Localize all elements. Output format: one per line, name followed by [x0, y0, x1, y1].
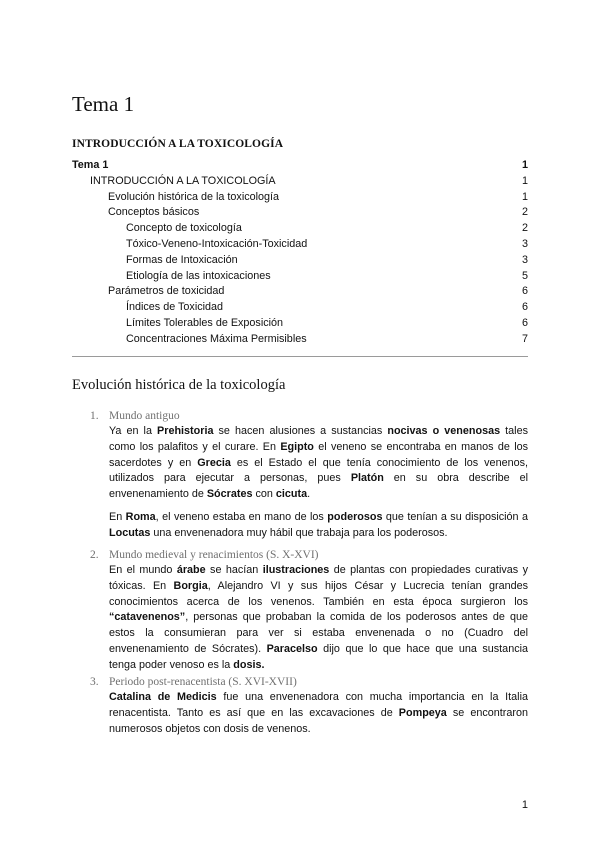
toc-entry-page: 3 — [521, 237, 528, 250]
list-item-heading — [72, 674, 528, 690]
bold-term: Grecia — [197, 456, 231, 469]
toc-entry-label: Concentraciones Máxima Permisibles — [126, 332, 307, 345]
list-item-title: Mundo medieval y renacimientos (S. X-XVI) — [109, 549, 319, 561]
toc-entry-concentraciones[interactable] — [72, 332, 528, 348]
page-title: Tema 1 — [72, 92, 135, 116]
bold-term: ilustraciones — [262, 564, 330, 576]
toc-entry-page: 1 — [521, 190, 528, 203]
bold-term: Pompeya — [398, 706, 447, 719]
toc-entry-label: INTRODUCCIÓN A LA TOXICOLOGÍA — [90, 174, 276, 187]
list-item-title: Mundo antiguo — [109, 410, 180, 422]
toc-entry-label: Índices de Toxicidad — [126, 301, 224, 314]
toc-entry-formas[interactable] — [72, 253, 528, 269]
toc-entry-indices[interactable] — [72, 300, 528, 316]
toc-entry-label: Formas de Intoxicación — [126, 253, 238, 266]
bold-term: “catavenenos” — [109, 611, 186, 624]
toc-entry-page: 6 — [521, 316, 528, 329]
horizontal-divider — [72, 356, 528, 357]
toc-entry-label: Límites Tolerables de Exposición — [126, 316, 284, 329]
paragraph: En Roma, el veneno estaba en mano de los poderosos que tenían a su disposición a Locutas una envenenadora muy hábil que trabaja para los poderosos. — [109, 510, 528, 539]
bold-term: poderosos — [327, 510, 383, 523]
list-item-mundo-medieval — [72, 547, 528, 674]
toc-entry-limites[interactable] — [72, 316, 528, 332]
bold-term: Borgia — [173, 579, 208, 592]
toc-entry-page: 6 — [521, 285, 528, 298]
toc-entry-page: 1 — [521, 159, 528, 171]
toc-entry-label: Conceptos básicos — [108, 206, 200, 219]
toc-entry-page: 1 — [521, 174, 528, 187]
toc-entry-page: 5 — [521, 269, 528, 282]
bold-term: dosis. — [233, 658, 265, 671]
page-number: 1 — [521, 799, 528, 811]
bold-term: Locutas — [109, 526, 151, 539]
toc-entry-label: Etiología de las intoxicaciones — [126, 269, 271, 282]
toc-entry-concepto-toxicologia[interactable] — [72, 221, 528, 237]
toc-entry-label: Concepto de toxicología — [126, 222, 242, 235]
bold-term: Paracelso — [266, 642, 318, 655]
list-item-heading — [72, 408, 528, 424]
toc-entry-label: Tema 1 — [72, 159, 109, 171]
toc-entry-tema-1[interactable] — [72, 158, 528, 174]
list-item-post-renacentista — [72, 674, 528, 737]
bold-term: cicuta — [275, 488, 308, 501]
toc-entry-label: Parámetros de toxicidad — [108, 285, 225, 298]
toc-entry-evolucion[interactable] — [72, 190, 528, 206]
toc-entry-parametros[interactable] — [72, 284, 528, 300]
list-item-number: 3. — [90, 676, 99, 688]
bold-term: Prehistoria — [157, 425, 214, 437]
bold-term: Sócrates — [206, 488, 253, 501]
toc-entry-toxico-veneno[interactable] — [72, 237, 528, 253]
toc-entry-page: 2 — [521, 222, 528, 235]
bold-term: Roma — [125, 510, 156, 523]
toc-entry-page: 6 — [521, 301, 528, 314]
toc-entry-page: 2 — [521, 206, 528, 219]
toc-entry-etiologia[interactable] — [72, 269, 528, 285]
list-item-title: Periodo post-renacentista (S. XVI-XVII) — [109, 676, 297, 688]
toc-entry-conceptos[interactable] — [72, 205, 528, 221]
paragraph: Catalina de Medicis fue una envenenadora con mucha importancia en la Italia renacentista. Tanto es así que en las excavaciones de Pompeya se encontraron numerosos objetos con dosis de venenos. — [109, 691, 528, 735]
toc-entry-page: 3 — [521, 253, 528, 266]
paragraph: En el mundo árabe se hacían ilustraciones de plantas con propiedades curativas y tóxicas. En Borgia, Alejandro VI y sus hijos César y Lucrecia tenían grandes conocimientos acerca de los venenos. También en esta época surgieron los “catavenenos”, personas que probaban la comida de los poderosos antes de que estos la consumieran para ver si estaba envenenada o no (Cuadro del envenenamiento de Sócrates). Paracelso dijo que lo que hace que una sustancia tenga poder venoso es la dosis. — [109, 564, 529, 671]
bold-term: Egipto — [280, 440, 314, 453]
table-of-contents — [72, 158, 528, 348]
bold-term: Platón — [350, 472, 384, 485]
bold-term: árabe — [176, 564, 206, 576]
intro-heading: INTRODUCCIÓN A LA TOXICOLOGÍA — [72, 138, 284, 150]
list-item-mundo-antiguo — [72, 408, 528, 542]
toc-entry-introduccion[interactable] — [72, 174, 528, 190]
paragraph: Ya en la Prehistoria se hacen alusiones a sustancias nocivas o venenosas tales como los palafitos y el curare. En Egipto el veneno se encontraba en manos de los sacerdotes y en Grecia es el Estado el que tenía conocimiento de los venenos, utilizados para ejecutar a personas, pues Platón en su obra describe el envenenamiento de Sócrates con cicuta. — [109, 425, 528, 501]
bold-term: nocivas o venenosas — [387, 425, 501, 437]
list-item-number: 2. — [90, 549, 99, 561]
toc-entry-page: 7 — [521, 332, 528, 345]
toc-entry-label: Evolución histórica de la toxicología — [108, 190, 280, 203]
section-title: Evolución histórica de la toxicología — [72, 377, 286, 393]
list-item-number: 1. — [90, 410, 99, 422]
toc-entry-label: Tóxico-Veneno-Intoxicación-Toxicidad — [126, 237, 308, 250]
list-item-heading — [72, 547, 528, 563]
bold-term: Catalina de Medicis — [109, 691, 217, 703]
